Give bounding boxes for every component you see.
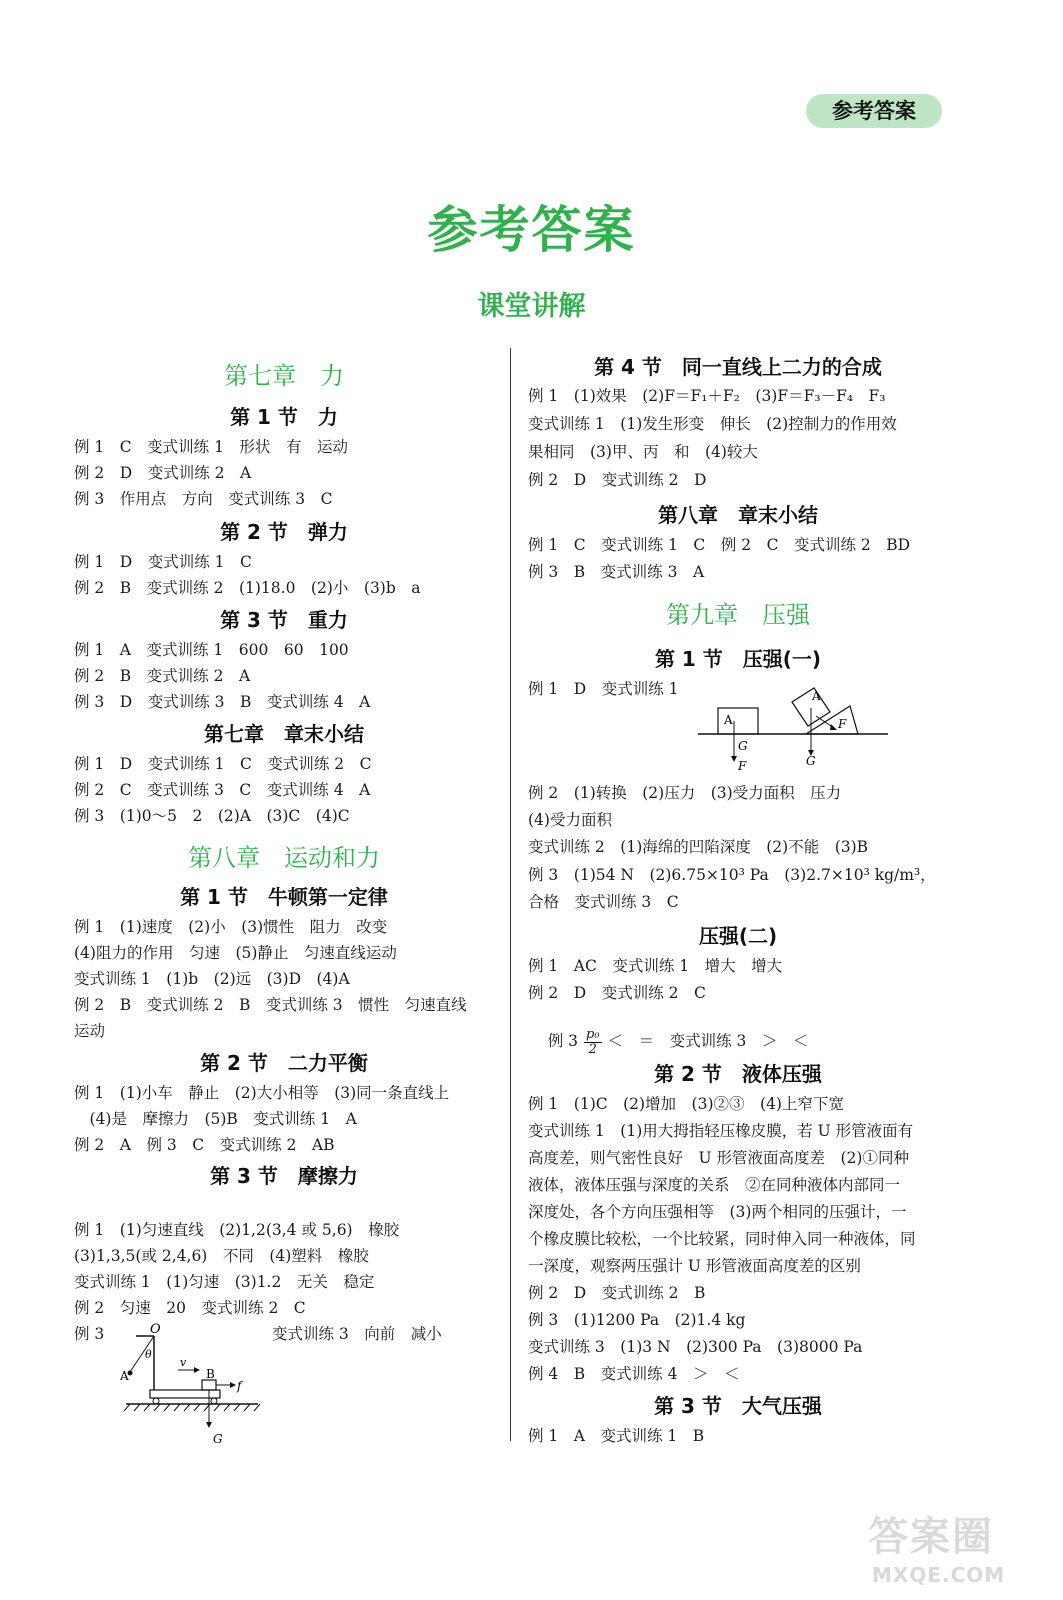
answer-line: 例 2 (1)转换 (2)压力 (3)受力面积 压力 xyxy=(528,784,842,802)
chapter-heading: 第九章 压强 xyxy=(666,601,810,629)
answer-line: 例 1 AC 变式训练 1 增大 增大 xyxy=(528,957,783,975)
section-heading: 第 4 节 同一直线上二力的合成 xyxy=(594,355,882,379)
answer-line: 变式训练 3 向前 减小 xyxy=(272,1325,442,1343)
answer-line: 例 2 B 变式训练 2 A xyxy=(74,667,251,685)
answer-line: 例 1 (1)C (2)增加 (3)②③ (4)上窄下宽 xyxy=(528,1095,844,1113)
answer-line: 运动 xyxy=(74,1022,106,1040)
answer-line: 例 1 A 变式训练 1 B xyxy=(528,1427,705,1445)
section-heading: 压强(二) xyxy=(698,924,778,948)
answer-line: 例 2 D 变式训练 2 A xyxy=(74,464,252,482)
answer-line: 变式训练 2 (1)海绵的凹陷深度 (2)不能 (3)B xyxy=(528,838,869,856)
section-heading: 第 3 节 大气压强 xyxy=(654,1394,822,1418)
answer-line: 例 1 D 变式训练 1 C xyxy=(74,553,252,571)
watermark xyxy=(868,1505,1048,1595)
label-a: A xyxy=(120,1369,129,1383)
section-heading: 第 3 节 重力 xyxy=(220,608,348,632)
answer-line: 例 1 (1)效果 (2)F＝F₁＋F₂ (3)F＝F₃－F₄ F₃ xyxy=(528,387,886,405)
label-b: B xyxy=(206,1367,215,1381)
label-f: f xyxy=(237,1379,242,1393)
answer-line: 例 2 D 变式训练 2 C xyxy=(528,984,706,1002)
label-g: G xyxy=(213,1432,223,1446)
answer-line: (3)1,3,5(或 2,4,6) 不同 (4)塑料 橡胶 xyxy=(74,1247,369,1265)
answer-line: 例 2 C 变式训练 3 C 变式训练 4 A xyxy=(74,781,371,799)
label-a-incline: A xyxy=(812,689,821,703)
section-heading: 第 2 节 液体压强 xyxy=(654,1062,822,1086)
answer-line: 变式训练 3 (1)3 N (2)300 Pa (3)8000 Pa xyxy=(528,1338,863,1356)
answer-label: 例 3 xyxy=(547,1032,579,1050)
label-theta: θ xyxy=(145,1348,152,1361)
header-tag: 参考答案 xyxy=(806,94,942,128)
column-divider xyxy=(510,348,511,1441)
section-heading: 第八章 章末小结 xyxy=(658,503,818,527)
answer-line: 例 3 (1)1200 Pa (2)1.4 kg xyxy=(528,1311,746,1329)
answer-line: (4)受力面积 xyxy=(528,811,612,829)
answer-line: 例 2 匀速 20 变式训练 2 C xyxy=(74,1299,306,1317)
answer-line: 例 3 xyxy=(74,1325,105,1343)
friction-diagram xyxy=(118,1318,268,1448)
answer-line: 果相同 (3)甲、丙 和 (4)较大 xyxy=(528,443,758,461)
section-heading: 第 3 节 摩擦力 xyxy=(210,1164,358,1188)
answer-line: 深度处，各个方向压强相等 (3)两个相同的压强计，一 xyxy=(528,1203,907,1221)
answer-text: ＜ ＝ 变式训练 3 ＞ ＜ xyxy=(607,1032,809,1050)
section-heading: 第 1 节 力 xyxy=(230,405,338,429)
answer-line: 高度差，则气密性良好 U 形管液面高度差 (2)①同种 xyxy=(528,1149,909,1167)
answer-line: 变式训练 1 (1)b (2)远 (3)D (4)A xyxy=(74,970,350,988)
answer-line: 例 2 A 例 3 C 变式训练 2 AB xyxy=(74,1136,335,1154)
label-f-incline: F xyxy=(838,717,847,731)
answer-line: 例 1 C 变式训练 1 C 例 2 C 变式训练 2 BD xyxy=(528,536,911,554)
fraction-numerator: p₀ xyxy=(586,1027,600,1042)
answer-line: 合格 变式训练 3 C xyxy=(528,893,679,911)
page-subtitle: 课堂讲解 xyxy=(477,291,586,322)
answer-line: (4)是 摩擦力 (5)B 变式训练 1 A xyxy=(74,1110,357,1128)
answer-line: 例 3 (1)0～5 2 (2)A (3)C (4)C xyxy=(74,807,350,825)
label-f-flat: F xyxy=(738,759,747,773)
answer-line: 例 1 C 变式训练 1 形状 有 运动 xyxy=(74,438,348,456)
pressure-diagram xyxy=(696,680,896,775)
label-o: O xyxy=(150,1322,161,1337)
answer-line: 例 1 D 变式训练 1 xyxy=(528,680,679,698)
chapter-heading: 第七章 力 xyxy=(224,362,344,390)
answer-line: 例 3 B 变式训练 3 A xyxy=(528,563,705,581)
answer-line: 例 1 A 变式训练 1 600 60 100 xyxy=(74,641,349,659)
answer-line: 例 2 B 变式训练 2 B 变式训练 3 惯性 匀速直线 xyxy=(74,996,467,1014)
answer-line: 一深度，观察两压强计 U 形管液面高度差的区别 xyxy=(528,1257,861,1275)
answer-line: 变式训练 1 (1)发生形变 伸长 (2)控制力的作用效 xyxy=(528,415,897,433)
answer-line: 个橡皮膜比较松，一个比较紧，同时伸入同一种液体，同 xyxy=(528,1230,916,1248)
answer-line: 例 1 (1)匀速直线 (2)1,2(3,4 或 5,6) 橡胶 xyxy=(74,1221,400,1239)
page-title: 参考答案 xyxy=(427,201,636,259)
label-v: v xyxy=(180,1356,187,1369)
watermark-text: 答案圈 xyxy=(868,1514,994,1560)
answer-line: 例 3 作用点 方向 变式训练 3 C xyxy=(74,490,333,508)
answer-line: 例 2 D 变式训练 2 D xyxy=(528,471,707,489)
section-heading: 第 2 节 弹力 xyxy=(220,520,348,544)
label-g-flat: G xyxy=(738,739,748,753)
label-g-incline: G xyxy=(806,754,816,768)
chapter-heading: 第八章 运动和力 xyxy=(188,844,380,872)
section-heading: 第 1 节 压强(一) xyxy=(654,647,822,671)
answer-line: (4)阻力的作用 匀速 (5)静止 匀速直线运动 xyxy=(74,944,397,962)
answer-line: 变式训练 1 (1)匀速 (3)1.2 无关 稳定 xyxy=(74,1273,375,1291)
answer-line: 例 3 (1)54 N (2)6.75×10³ Pa (3)2.7×10³ kg/m³， xyxy=(528,866,936,884)
answer-line: 例 3 D 变式训练 3 B 变式训练 4 A xyxy=(74,693,371,711)
label-a-flat: A xyxy=(724,713,733,727)
fraction xyxy=(584,1028,602,1056)
answer-line: 液体，液体压强与深度的关系 ②在同种液体内部同一 xyxy=(528,1176,901,1194)
watermark-url: MXQE.COM xyxy=(872,1563,1006,1587)
answer-line: 例 2 D 变式训练 2 B xyxy=(528,1284,706,1302)
section-heading: 第 2 节 二力平衡 xyxy=(200,1051,368,1075)
section-heading: 第七章 章末小结 xyxy=(204,722,364,746)
answer-line: 例 1 D 变式训练 1 C 变式训练 2 C xyxy=(74,755,372,773)
answer-line: 例 4 B 变式训练 4 ＞ ＜ xyxy=(528,1365,740,1383)
answer-line: 例 1 (1)小车 静止 (2)大小相等 (3)同一条直线上 xyxy=(74,1084,450,1102)
section-heading: 第 1 节 牛顿第一定律 xyxy=(180,885,388,909)
answer-line: 例 1 (1)速度 (2)小 (3)惯性 阻力 改变 xyxy=(74,918,388,936)
answer-line: 变式训练 1 (1)用大拇指轻压橡皮膜，若 U 形管液面有 xyxy=(528,1122,914,1140)
answer-line: 例 2 B 变式训练 2 (1)18.0 (2)小 (3)b a xyxy=(74,579,421,597)
fraction-denominator: 2 xyxy=(588,1042,597,1057)
